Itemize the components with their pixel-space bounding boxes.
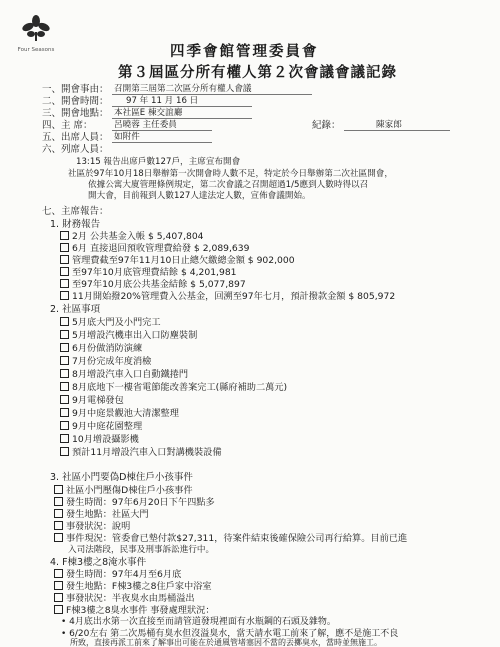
attendance-note: 社區於97年10月18日舉辦第一次開會時人數不足，特定於今日舉辦第二次社區開會， xyxy=(68,169,393,179)
checkbox-icon xyxy=(60,395,69,404)
attendance-note: 13:15 報告出席戶數127戶，主席宣布開會 xyxy=(76,157,241,167)
list-item: • 6/20左右 第二次馬桶有臭水但沒溢臭水，當天請水電工前來了解，應不是施工不良 xyxy=(61,629,399,639)
agenda-heading: 七、主席報告： xyxy=(42,206,109,217)
checkbox-icon xyxy=(60,369,69,378)
list-item-continuation: 入司法階段，民事及刑事訴訟進行中。 xyxy=(68,545,215,555)
checkbox-icon xyxy=(60,356,69,365)
checkbox-icon xyxy=(60,279,69,288)
list-item: 6月 直接退回預收管理費給發 $ 2,089,639 xyxy=(60,243,249,254)
list-item: 至97年10月底公共基金結餘 $ 5,077,897 xyxy=(60,279,246,290)
checkbox-icon xyxy=(60,231,69,240)
checkbox-icon xyxy=(54,581,63,590)
field-label-observers: 六、列席人員： xyxy=(42,144,109,155)
checkbox-icon xyxy=(60,291,69,300)
list-item: 7月份完成年度消檢 xyxy=(60,356,151,367)
field-label-attendees: 五、出席人員： xyxy=(42,132,109,143)
checkbox-icon xyxy=(60,382,69,391)
list-item: 11月開始撥20%管理費入公基金，回溯至97年七月，預計撥款金額 $ 805,972 xyxy=(60,291,395,302)
list-item: 事發狀況：半夜臭水由馬桶溢出 xyxy=(54,593,195,604)
list-item: 管理費截至97年11月10日止總欠繳總金額 $ 902,000 xyxy=(60,255,295,266)
field-value-reason: 召開第三屆第二次區分所有權人會議 xyxy=(114,84,252,94)
section-title-community: 2. 社區事項 xyxy=(50,304,101,315)
checkbox-icon xyxy=(54,533,63,542)
page-title: 四季會館管理委員會 xyxy=(170,44,319,60)
list-item: 發生時間：97年6月20日下午四點多 xyxy=(54,497,215,508)
checkbox-icon xyxy=(60,317,69,326)
list-item: 8月底地下一樓省電節能改善案完工(縣府補助二萬元) xyxy=(60,382,287,393)
list-item: 10月增設攝影機 xyxy=(60,434,139,445)
four-seasons-flower-logo-icon xyxy=(14,14,58,42)
list-item: 發生地點：社區大門 xyxy=(54,509,149,520)
list-item: 6月份做消防演練 xyxy=(60,343,142,354)
checkbox-icon xyxy=(54,569,63,578)
checkbox-icon xyxy=(60,343,69,352)
section-title-flooding-incident: 4. F棟3樓之8淹水事件 xyxy=(50,557,147,568)
list-item: 9月電梯發包 xyxy=(60,395,124,406)
field-label-reason: 一、開會事由： xyxy=(42,84,109,95)
list-item: 9月中庭花園整理 xyxy=(60,421,142,432)
field-label-time: 二、開會時間： xyxy=(42,96,109,107)
list-item: 9月中庭景觀池大清潔整理 xyxy=(60,408,179,419)
checkbox-icon xyxy=(54,521,63,530)
logo xyxy=(14,14,58,53)
section-title-injury-incident: 3. 社區小門要偽D棟住戶小孩事件 xyxy=(50,472,193,483)
list-item: 至97年10月底管理費結餘 $ 4,201,981 xyxy=(60,267,237,278)
list-item: 事件現況：管委會已墊付款$27,311，待案件結束後確保險公司再行給算。目前已進 xyxy=(54,533,407,544)
checkbox-icon xyxy=(54,485,63,494)
checkbox-icon xyxy=(60,255,69,264)
field-label-place: 三、開會地點： xyxy=(42,108,109,119)
checkbox-icon xyxy=(60,243,69,252)
list-item: 8月增設汽車入口自動鐵捲門 xyxy=(60,369,188,380)
list-item: 社區小門壓傷D棟住戶小孩事件 xyxy=(54,485,193,496)
field-value-place: 本社區E 棟交誼廳 xyxy=(114,108,183,118)
field-value-time: 97 年 11 月 16 日 xyxy=(126,96,199,106)
checkbox-icon xyxy=(54,593,63,602)
list-item: • 4月底出水第一次直接至而請管道發現裡面有水瓶鋼的石頭及雜物。 xyxy=(61,617,336,627)
checkbox-icon xyxy=(54,497,63,506)
list-item: 5月底大門及小門完工 xyxy=(60,317,161,328)
logo-text: Four Seasons xyxy=(17,47,55,53)
checkbox-icon xyxy=(60,421,69,430)
list-item: 2月 公共基金入帳 $ 5,407,804 xyxy=(60,231,204,242)
recorder-label: 紀錄： xyxy=(312,120,341,131)
field-value-attendees: 如附件 xyxy=(114,132,140,142)
checkbox-icon xyxy=(54,509,63,518)
checkbox-icon xyxy=(60,434,69,443)
field-label-chair: 四、主 席： xyxy=(42,120,93,131)
checkbox-icon xyxy=(60,408,69,417)
section-title-finance: 1. 財務報告 xyxy=(50,219,101,230)
recorder-value: 陳家郎 xyxy=(376,120,402,130)
list-item: 預計11月增設汽車入口對講機裝設備 xyxy=(60,447,222,458)
checkbox-icon xyxy=(60,330,69,339)
list-item: 5月增設汽機車出入口防塵裝制 xyxy=(60,330,197,341)
field-value-chair: 呂曉蓉 主任委員 xyxy=(114,120,177,130)
checkbox-icon xyxy=(60,267,69,276)
attendance-note: 依據公寓大廈管理條例規定，第二次會議之召開超過1/5應到人數時得以召 xyxy=(88,180,369,190)
checkbox-icon xyxy=(60,447,69,456)
list-item: 事發狀況：說明 xyxy=(54,521,130,532)
checkbox-icon xyxy=(54,605,63,614)
list-item: F棟3樓之8臭水事件 事發處理狀況： xyxy=(54,605,215,616)
list-item: 發生時間：97年4月至6月底 xyxy=(54,569,181,580)
list-item: 發生地點：F棟3樓之8住戶家中浴室 xyxy=(54,581,212,592)
page-subtitle: 第３屆區分所有權人第２次會議會議記錄 xyxy=(118,65,397,81)
list-item-continuation: 所致，直接再派工前來了解事出可能在於通風管堵塞因不當的丟擲臭水，當時並無施工。 xyxy=(70,638,382,647)
attendance-note: 開大會，目前報到人數127人達法定人數，宣佈會議開始。 xyxy=(88,191,311,201)
